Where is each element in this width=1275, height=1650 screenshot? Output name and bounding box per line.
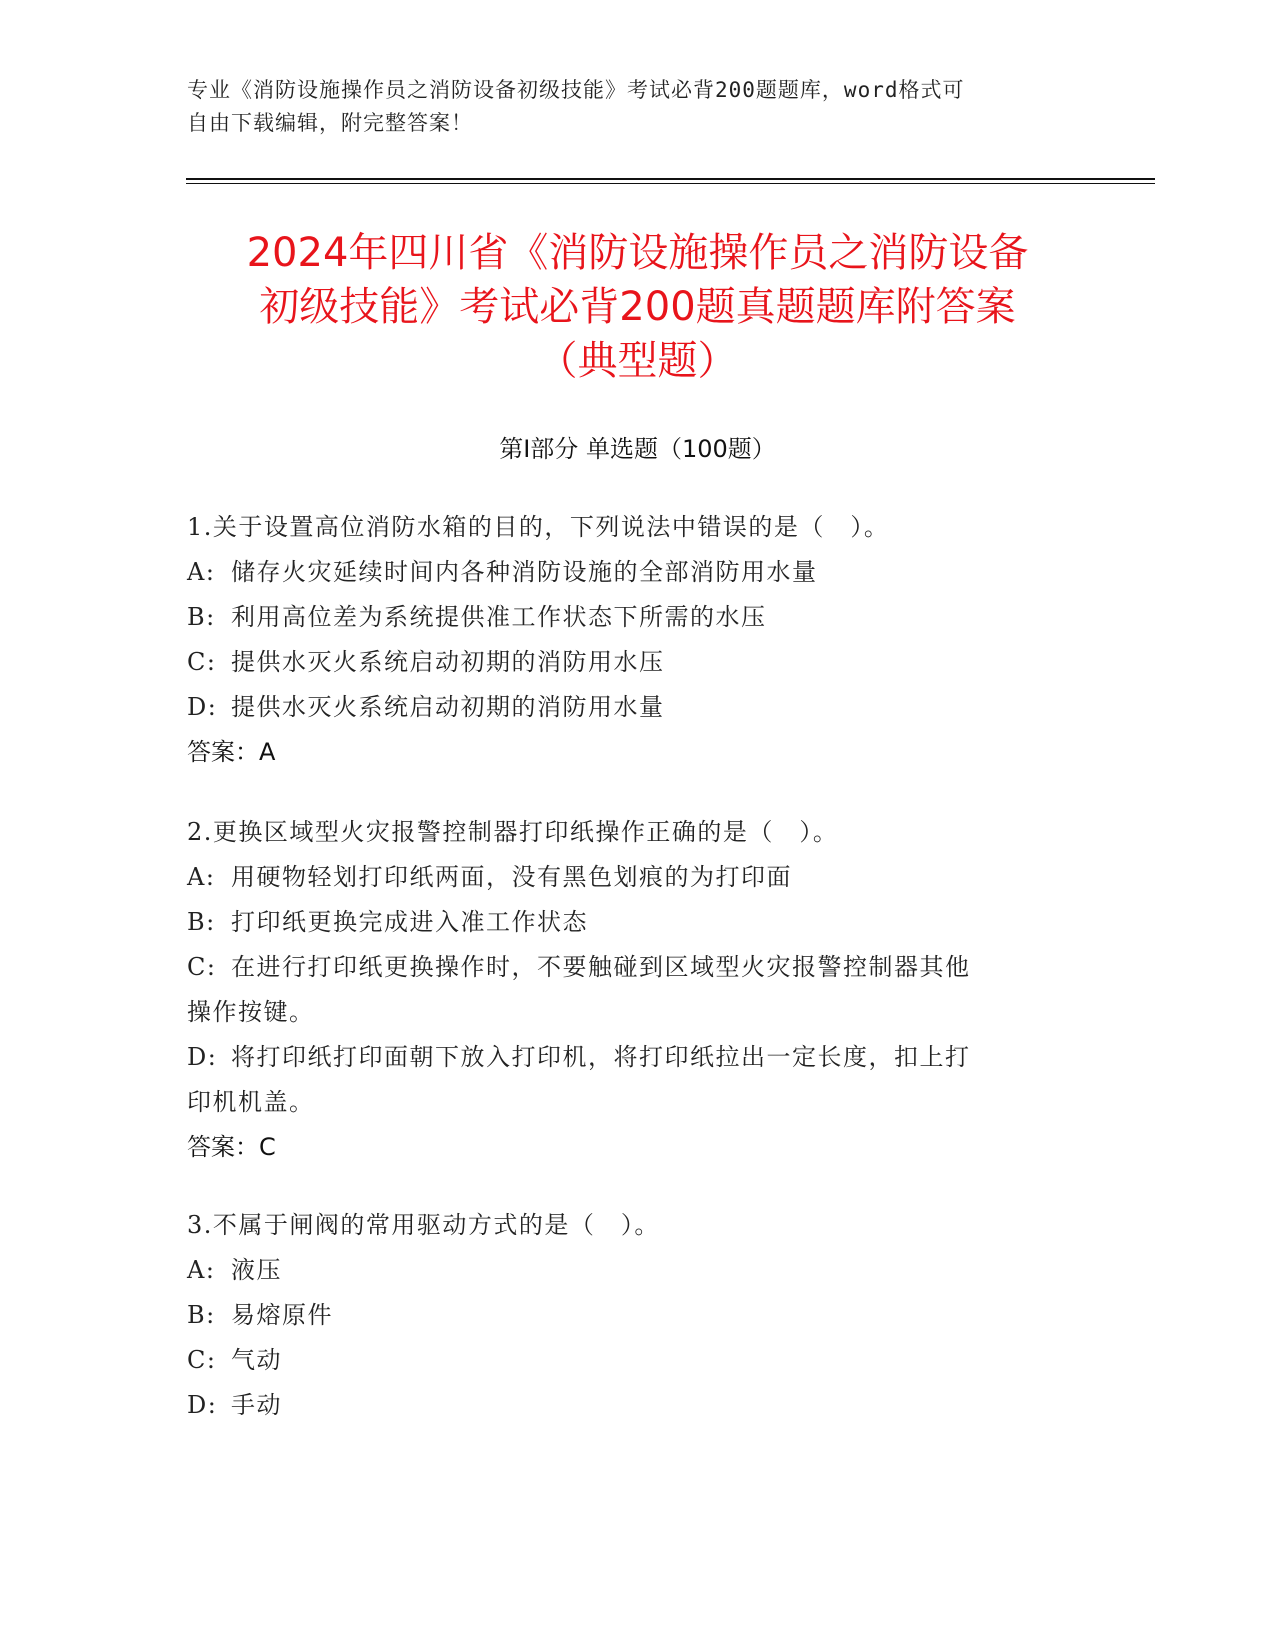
- document-title-line-1: 2024年四川省《消防设施操作员之消防设备: [246, 230, 1029, 276]
- option-a: [187, 1248, 1067, 1293]
- option-d: [187, 1035, 1067, 1080]
- option-b: [187, 595, 1067, 640]
- document-title-line-2: 初级技能》考试必背200题真题题库附答案: [259, 284, 1016, 330]
- option-key: A:: [187, 863, 216, 891]
- section-heading: 第Ⅰ部分 单选题（100题）: [499, 435, 776, 463]
- question-3: [187, 1203, 1067, 1428]
- option-text: 将打印纸打印面朝下放入打印机，将打印纸拉出一定长度，扣上打: [231, 1043, 971, 1071]
- option-text: 提供水灭火系统启动初期的消防用水压: [231, 648, 665, 676]
- header-divider-thick: [186, 178, 1155, 180]
- answer: 答案：C: [187, 1133, 276, 1161]
- question-stem: 3.不属于闸阀的常用驱动方式的是（ ）。: [187, 1211, 660, 1239]
- option-key: D:: [187, 1043, 218, 1071]
- option-text: 储存火灾延续时间内各种消防设施的全部消防用水量: [231, 558, 818, 586]
- option-text: 提供水灭火系统启动初期的消防用水量: [231, 693, 665, 721]
- option-text: 液压: [231, 1256, 282, 1284]
- option-text: 在进行打印纸更换操作时，不要触碰到区域型火灾报警控制器其他: [231, 953, 971, 981]
- question-1: [187, 505, 1067, 775]
- option-d: [187, 1383, 1067, 1428]
- option-key: B:: [187, 1301, 216, 1329]
- option-c: [187, 945, 1067, 990]
- answer: 答案：A: [187, 738, 276, 766]
- question-stem: 2.更换区域型火灾报警控制器打印纸操作正确的是（ ）。: [187, 818, 839, 846]
- document-title-line-3: （典型题）: [537, 338, 738, 384]
- option-text: 利用高位差为系统提供准工作状态下所需的水压: [231, 603, 767, 631]
- header-note: [187, 74, 1067, 140]
- option-b: [187, 900, 1067, 945]
- option-text: 手动: [231, 1391, 282, 1419]
- header-note-line-1: 专业《消防设施操作员之消防设备初级技能》考试必背200题题库，word格式可: [187, 78, 965, 102]
- option-key: D:: [187, 1391, 218, 1419]
- option-key: A:: [187, 1256, 216, 1284]
- option-key: C:: [187, 953, 217, 981]
- option-text: 气动: [231, 1346, 282, 1374]
- option-key: C:: [187, 648, 217, 676]
- option-d-continuation: 印机机盖。: [187, 1088, 315, 1116]
- option-key: C:: [187, 1346, 217, 1374]
- header-divider-thin: [186, 183, 1155, 184]
- header-note-line-2: 自由下载编辑，附完整答案！: [187, 111, 473, 135]
- option-text: 易熔原件: [231, 1301, 333, 1329]
- option-text: 打印纸更换完成进入准工作状态: [231, 908, 588, 936]
- option-c: [187, 1338, 1067, 1383]
- option-b: [187, 1293, 1067, 1338]
- option-text: 用硬物轻划打印纸两面，没有黑色划痕的为打印面: [231, 863, 792, 891]
- option-c: [187, 640, 1067, 685]
- option-d: [187, 685, 1067, 730]
- option-key: B:: [187, 603, 216, 631]
- option-key: D:: [187, 693, 218, 721]
- document-title: [150, 226, 1125, 388]
- option-key: B:: [187, 908, 216, 936]
- option-a: [187, 855, 1067, 900]
- question-stem: 1.关于设置高位消防水箱的目的，下列说法中错误的是（ ）。: [187, 513, 890, 541]
- option-c-continuation: 操作按键。: [187, 998, 315, 1026]
- question-2: [187, 810, 1067, 1170]
- option-a: [187, 550, 1067, 595]
- option-key: A:: [187, 558, 216, 586]
